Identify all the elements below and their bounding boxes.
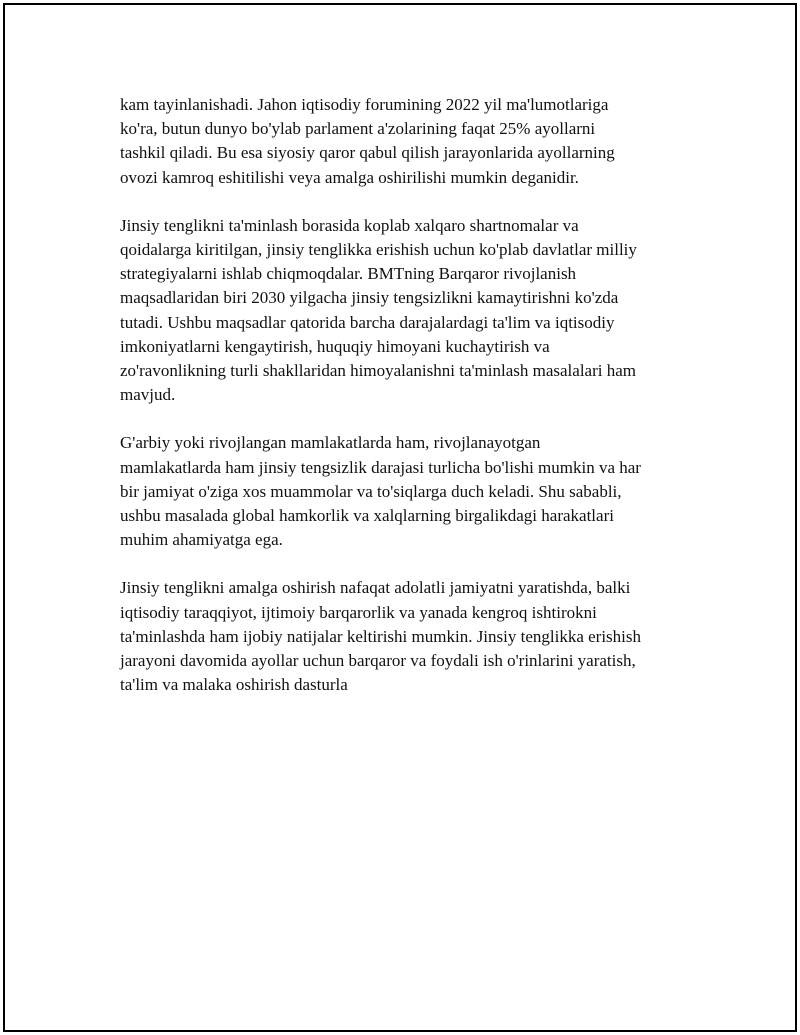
text-line: qoidalarga kiritilgan, jinsiy tenglikka erishish uchun ko'plab davlatlar milliy (120, 240, 637, 260)
text-line: mavjud. (120, 385, 176, 405)
text-line: ovozi kamroq eshitilishi veya amalga oshirilishi mumkin deganidir. (120, 167, 579, 187)
text-line: muhim ahamiyatga ega. (120, 530, 283, 550)
text-line: zo'ravonlikning turli shakllaridan himoyalanishni ta'minlash masalalari ham (120, 361, 637, 381)
text-line: kam tayinlanishadi. Jahon iqtisodiy forumining 2022 yil ma'lumotlariga (120, 95, 609, 114)
text-line: tutadi. Ushbu maqsadlar qatorida barcha darajalardagi ta'lim va iqtisodiy (120, 312, 615, 332)
text-line: G'arbiy yoki rivojlangan mamlakatlarda ham, rivojlanayotgan (120, 433, 541, 453)
paragraph-3 (120, 431, 700, 552)
paragraph-4 (120, 576, 700, 697)
text-line: ta'lim va malaka oshirish dasturla (120, 675, 348, 695)
document-body (120, 93, 700, 721)
text-line: ushbu masalada global hamkorlik va xalqlarning birgalikdagi harakatlari (120, 506, 614, 526)
document-page (3, 3, 797, 1032)
text-line: iqtisodiy taraqqiyot, ijtimoiy barqarorlik va yanada kengroq ishtirokni (120, 602, 597, 622)
text-line: jarayoni davomida ayollar uchun barqaror va foydali ish o'rinlarini yaratish, (120, 651, 636, 671)
text-line: ta'minlashda ham ijobiy natijalar keltirishi mumkin. Jinsiy tenglikka erishish (120, 626, 642, 646)
text-line: ko'ra, butun dunyo bo'ylab parlament a'zolarining faqat 25% ayollarni (120, 119, 596, 139)
paragraph-2 (120, 214, 700, 408)
text-line: tashkil qiladi. Bu esa siyosiy qaror qabul qilish jarayonlarida ayollarning (120, 143, 615, 163)
text-line: maqsadlaridan biri 2030 yilgacha jinsiy tengsizlikni kamaytirishni ko'zda (120, 288, 619, 308)
text-line: strategiyalarni ishlab chiqmoqdalar. BMTning Barqaror rivojlanish (120, 264, 577, 284)
text-line: mamlakatlarda ham jinsiy tengsizlik darajasi turlicha bo'lishi mumkin va har (120, 457, 641, 477)
text-line: Jinsiy tenglikni amalga oshirish nafaqat adolatli jamiyatni yaratishda, balki (120, 578, 631, 598)
paragraph-1 (120, 93, 700, 190)
text-line: imkoniyatlarni kengaytirish, huquqiy himoyani kuchaytirish va (120, 336, 550, 356)
text-line: bir jamiyat o'ziga xos muammolar va to'siqlarga duch keladi. Shu sababli, (120, 481, 622, 501)
text-line: Jinsiy tenglikni ta'minlash borasida koplab xalqaro shartnomalar va (120, 215, 579, 235)
